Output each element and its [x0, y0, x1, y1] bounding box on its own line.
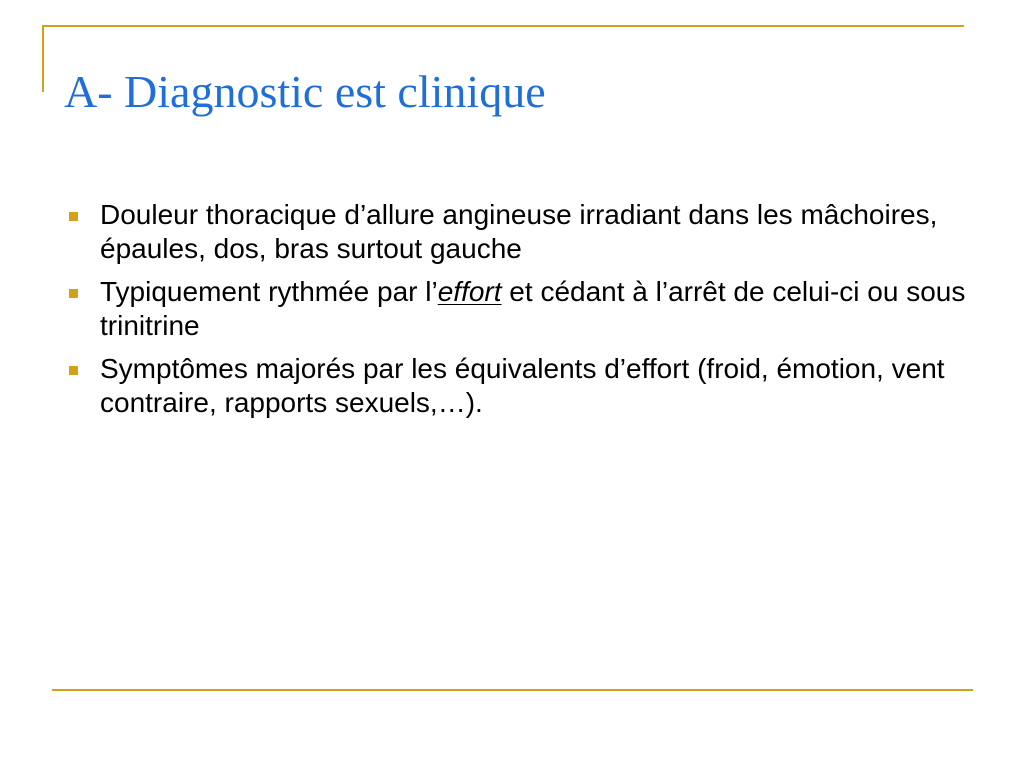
- top-rule: [42, 25, 964, 27]
- bullet-text-before: Typiquement rythmée par l’: [100, 276, 438, 308]
- left-rule: [42, 25, 44, 92]
- bottom-rule: [52, 689, 973, 691]
- bullet-text-after: et cédant à l’arrêt de celui-ci ou sous trinitrine: [100, 276, 966, 341]
- bullet-item: [64, 198, 984, 265]
- square-bullet-icon: [69, 289, 78, 298]
- bullet-text: Douleur thoracique d’allure angineuse irradiant dans les mâchoires, épaules, dos, bras surtout gauche: [100, 199, 938, 264]
- square-bullet-icon: [69, 212, 78, 221]
- bullet-text: Symptômes majorés par les équivalents d’effort (froid, émotion, vent contraire, rapports sexuels,…).: [100, 353, 945, 418]
- bullet-item: [64, 352, 984, 419]
- square-bullet-icon: [69, 366, 78, 375]
- emphasized-word: effort: [437, 276, 502, 308]
- bullet-item: [64, 275, 984, 342]
- bullet-list: [64, 198, 984, 430]
- slide-title: A- Diagnostic est clinique: [64, 66, 546, 117]
